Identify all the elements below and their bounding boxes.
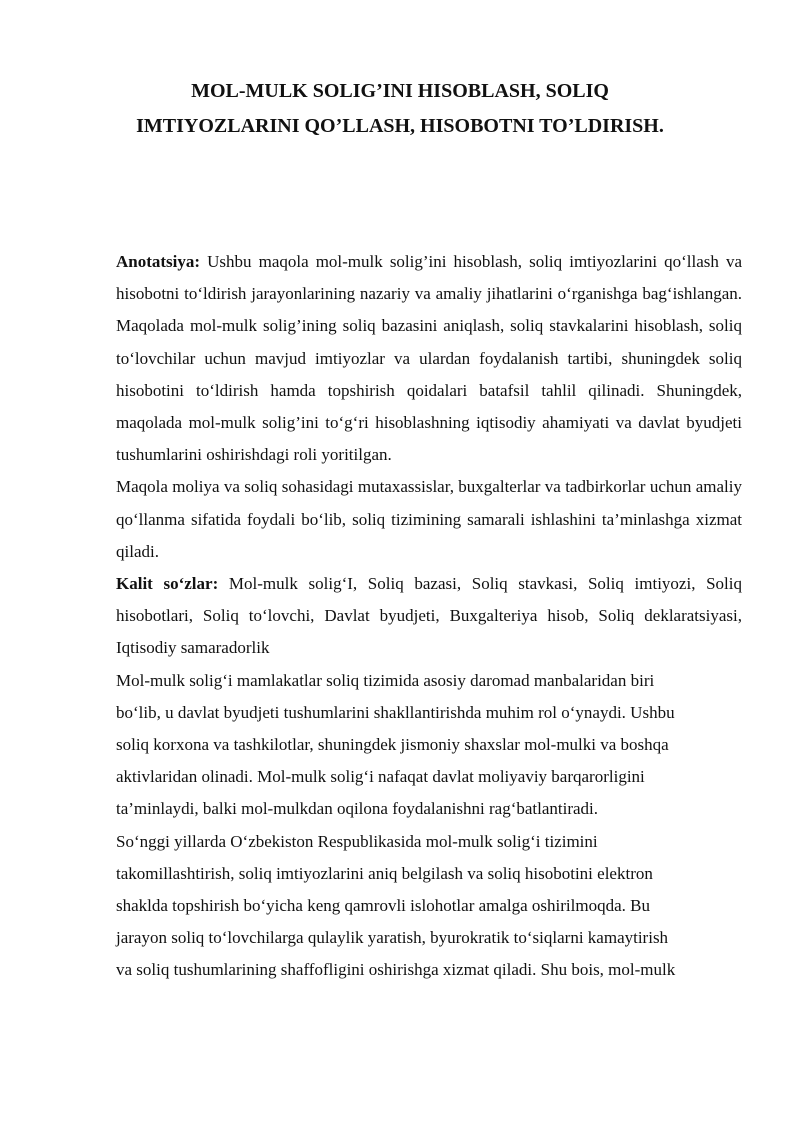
abstract-paragraph (116, 246, 742, 471)
reforms-line: takomillashtirish, soliq imtiyozlarini aniq belgilash va soliq hisobotini elektron (116, 863, 653, 883)
article-body (116, 246, 742, 987)
reforms-line: So‘nggi yillarda O‘zbekiston Respublikasida mol-mulk solig‘i tizimini (116, 831, 598, 851)
intro-line: bo‘lib, u davlat byudjeti tushumlarini shakllantirishda muhim rol o‘ynaydi. Ushbu (116, 702, 675, 722)
intro-line: soliq korxona va tashkilotlar, shuningdek jismoniy shaxslar mol-mulki va boshqa (116, 735, 669, 755)
intro-line: ta’minlaydi, balki mol-mulkdan oqilona foydalanishni rag‘batlantiradi. (116, 799, 599, 819)
purpose-paragraph: Maqola moliya va soliq sohasidagi mutaxassislar, buxgalterlar va tadbirkorlar uchun amaliy qo‘llanma sifatida foydali bo‘lib, soliq tizimining samarali ishlashini ta’minlashga xizmat qiladi. (116, 477, 742, 561)
title-line-1: MOL-MULK SOLIG’INI HISOBLASH, SOLIQ (191, 80, 609, 102)
abstract-text: Ushbu maqola mol-mulk solig’ini hisoblash, soliq imtiyozlarini qo‘llash va hisobotni to‘ldirish jarayonlarining nazariy va amaliy jihatlarini o‘rganishga bag‘ishlangan. Maqolada mol-mulk solig’ining soliq bazasini aniqlash, soliq stavkalarini hisoblash, soliq to‘lovchilar uchun mavjud imtiyozlar va ulardan foydalanish tartibi, shuningdek soliq hisobotini to‘ldirish hamda topshirish qoidalari batafsil tahlil qilinadi. Shuningdek, maqolada mol-mulk solig’ini to‘g‘ri hisoblashning iqtisodiy ahamiyati va davlat byudjeti tushumlarini oshirishdagi roli yoritilgan. (116, 252, 742, 465)
intro-line: Mol-mulk solig‘i mamlakatlar soliq tizimida asosiy daromad manbalaridan biri (116, 670, 655, 690)
reforms-line: jarayon soliq to‘lovchilarga qulaylik yaratish, byurokratik to‘siqlarni kamaytirish (116, 928, 669, 948)
intro-line: aktivlaridan olinadi. Mol-mulk solig‘i nafaqat davlat moliyaviy barqarorligini (116, 767, 645, 787)
reforms-paragraph (116, 826, 742, 987)
title-line-2: IMTIYOZLARINI QO’LLASH, HISOBOTNI TO’LDIRISH. (136, 115, 664, 137)
article-title (90, 74, 710, 144)
keywords-text: Mol-mulk solig‘I, Soliq bazasi, Soliq stavkasi, Soliq imtiyozi, Soliq hisobotlari, Soliq to‘lovchi, Davlat byudjeti, Buxgalteriya hisob, Soliq deklaratsiyasi, Iqtisodiy samaradorlik (116, 574, 742, 658)
reforms-line: va soliq tushumlarining shaffofligini oshirishga xizmat qiladi. Shu bois, mol-mulk (116, 960, 676, 980)
abstract-label: Anotatsiya: (116, 252, 201, 271)
keywords-label: Kalit so‘zlar: (116, 574, 219, 594)
intro-paragraph (116, 665, 742, 826)
reforms-line: shaklda topshirish bo‘yicha keng qamrovli islohotlar amalga oshirilmoqda. Bu (116, 896, 650, 916)
keywords-paragraph (116, 568, 742, 665)
